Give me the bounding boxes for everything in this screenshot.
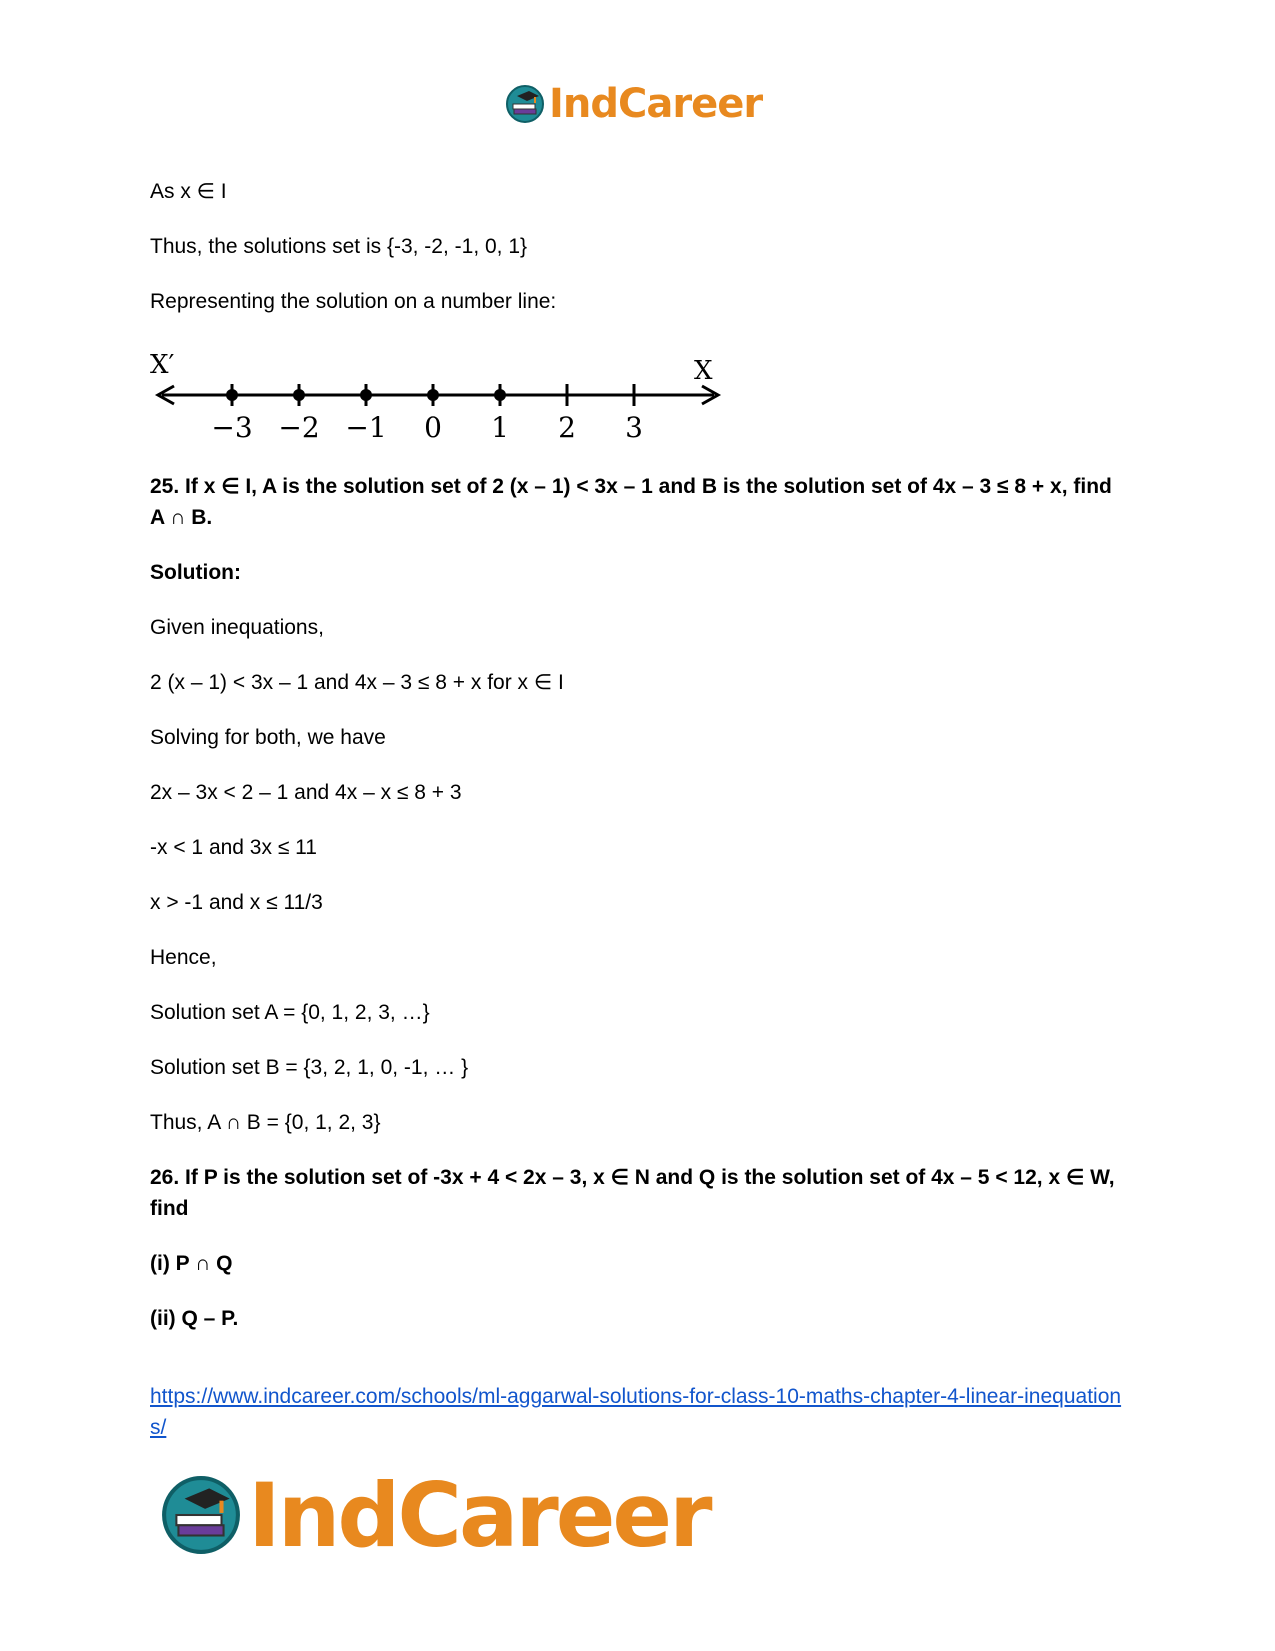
number-line-figure bbox=[148, 341, 728, 441]
solution-point bbox=[494, 389, 506, 401]
question-26-part-i: (i) P ∩ Q bbox=[150, 1252, 233, 1275]
source-link[interactable]: https://www.indcareer.com/schools/ml-aggarwal-solutions-for-class-10-maths-chapter-4-linear-inequations/ bbox=[150, 1385, 1122, 1439]
header-logo bbox=[505, 80, 762, 128]
globe-book-icon bbox=[160, 1474, 242, 1556]
solution-step: Solving for both, we have bbox=[150, 726, 386, 749]
solution-step: Hence, bbox=[150, 946, 217, 969]
solution-step: 2x – 3x < 2 – 1 and 4x – x ≤ 8 + 3 bbox=[150, 781, 462, 804]
solution-point bbox=[427, 389, 439, 401]
number-line-tick-label: 2 bbox=[558, 411, 576, 441]
globe-book-icon bbox=[505, 84, 545, 124]
logo-wordmark: IndCareer bbox=[248, 1463, 710, 1567]
text-line: Representing the solution on a number line: bbox=[150, 290, 557, 313]
text-line: Thus, the solutions set is {-3, -2, -1, 0, 1} bbox=[150, 235, 528, 258]
text-line: As x ∈ I bbox=[150, 180, 227, 203]
main-content bbox=[150, 176, 1130, 1443]
number-line-tick-label: 0 bbox=[424, 411, 442, 441]
question-26-part-ii: (ii) Q – P. bbox=[150, 1307, 239, 1330]
question-26: 26. If P is the solution set of -3x + 4 < 2x – 3, x ∈ N and Q is the solution set of 4x – 5 < 12, x ∈ W, find bbox=[150, 1166, 1115, 1220]
number-line-tick-label: −3 bbox=[211, 411, 253, 441]
question-25: 25. If x ∈ I, A is the solution set of 2 (x – 1) < 3x – 1 and B is the solution set of 4x – 3 ≤ 8 + x, find A ∩ B. bbox=[150, 475, 1112, 529]
solution-step: 2 (x – 1) < 3x – 1 and 4x – 3 ≤ 8 + x for x ∈ I bbox=[150, 671, 564, 694]
solution-step: Thus, A ∩ B = {0, 1, 2, 3} bbox=[150, 1111, 381, 1134]
number-line-right-label: X bbox=[694, 356, 713, 386]
solution-point bbox=[293, 389, 305, 401]
number-line-tick-label: −2 bbox=[278, 411, 320, 441]
solution-step: x > -1 and x ≤ 11/3 bbox=[150, 891, 323, 914]
logo-wordmark: IndCareer bbox=[549, 81, 763, 127]
footer-logo bbox=[160, 1463, 710, 1567]
solution-step: -x < 1 and 3x ≤ 11 bbox=[150, 836, 317, 859]
solution-label: Solution: bbox=[150, 561, 241, 584]
number-line-left-label: X′ bbox=[150, 350, 175, 380]
solution-point bbox=[226, 389, 238, 401]
number-line-tick-label: 3 bbox=[625, 411, 643, 441]
solution-step: Solution set B = {3, 2, 1, 0, -1, … } bbox=[150, 1056, 469, 1079]
solution-step: Given inequations, bbox=[150, 616, 324, 639]
solution-step: Solution set A = {0, 1, 2, 3, …} bbox=[150, 1001, 430, 1024]
solution-point bbox=[360, 389, 372, 401]
number-line-tick-label: 1 bbox=[491, 411, 509, 441]
number-line-tick-label: −1 bbox=[345, 411, 387, 441]
